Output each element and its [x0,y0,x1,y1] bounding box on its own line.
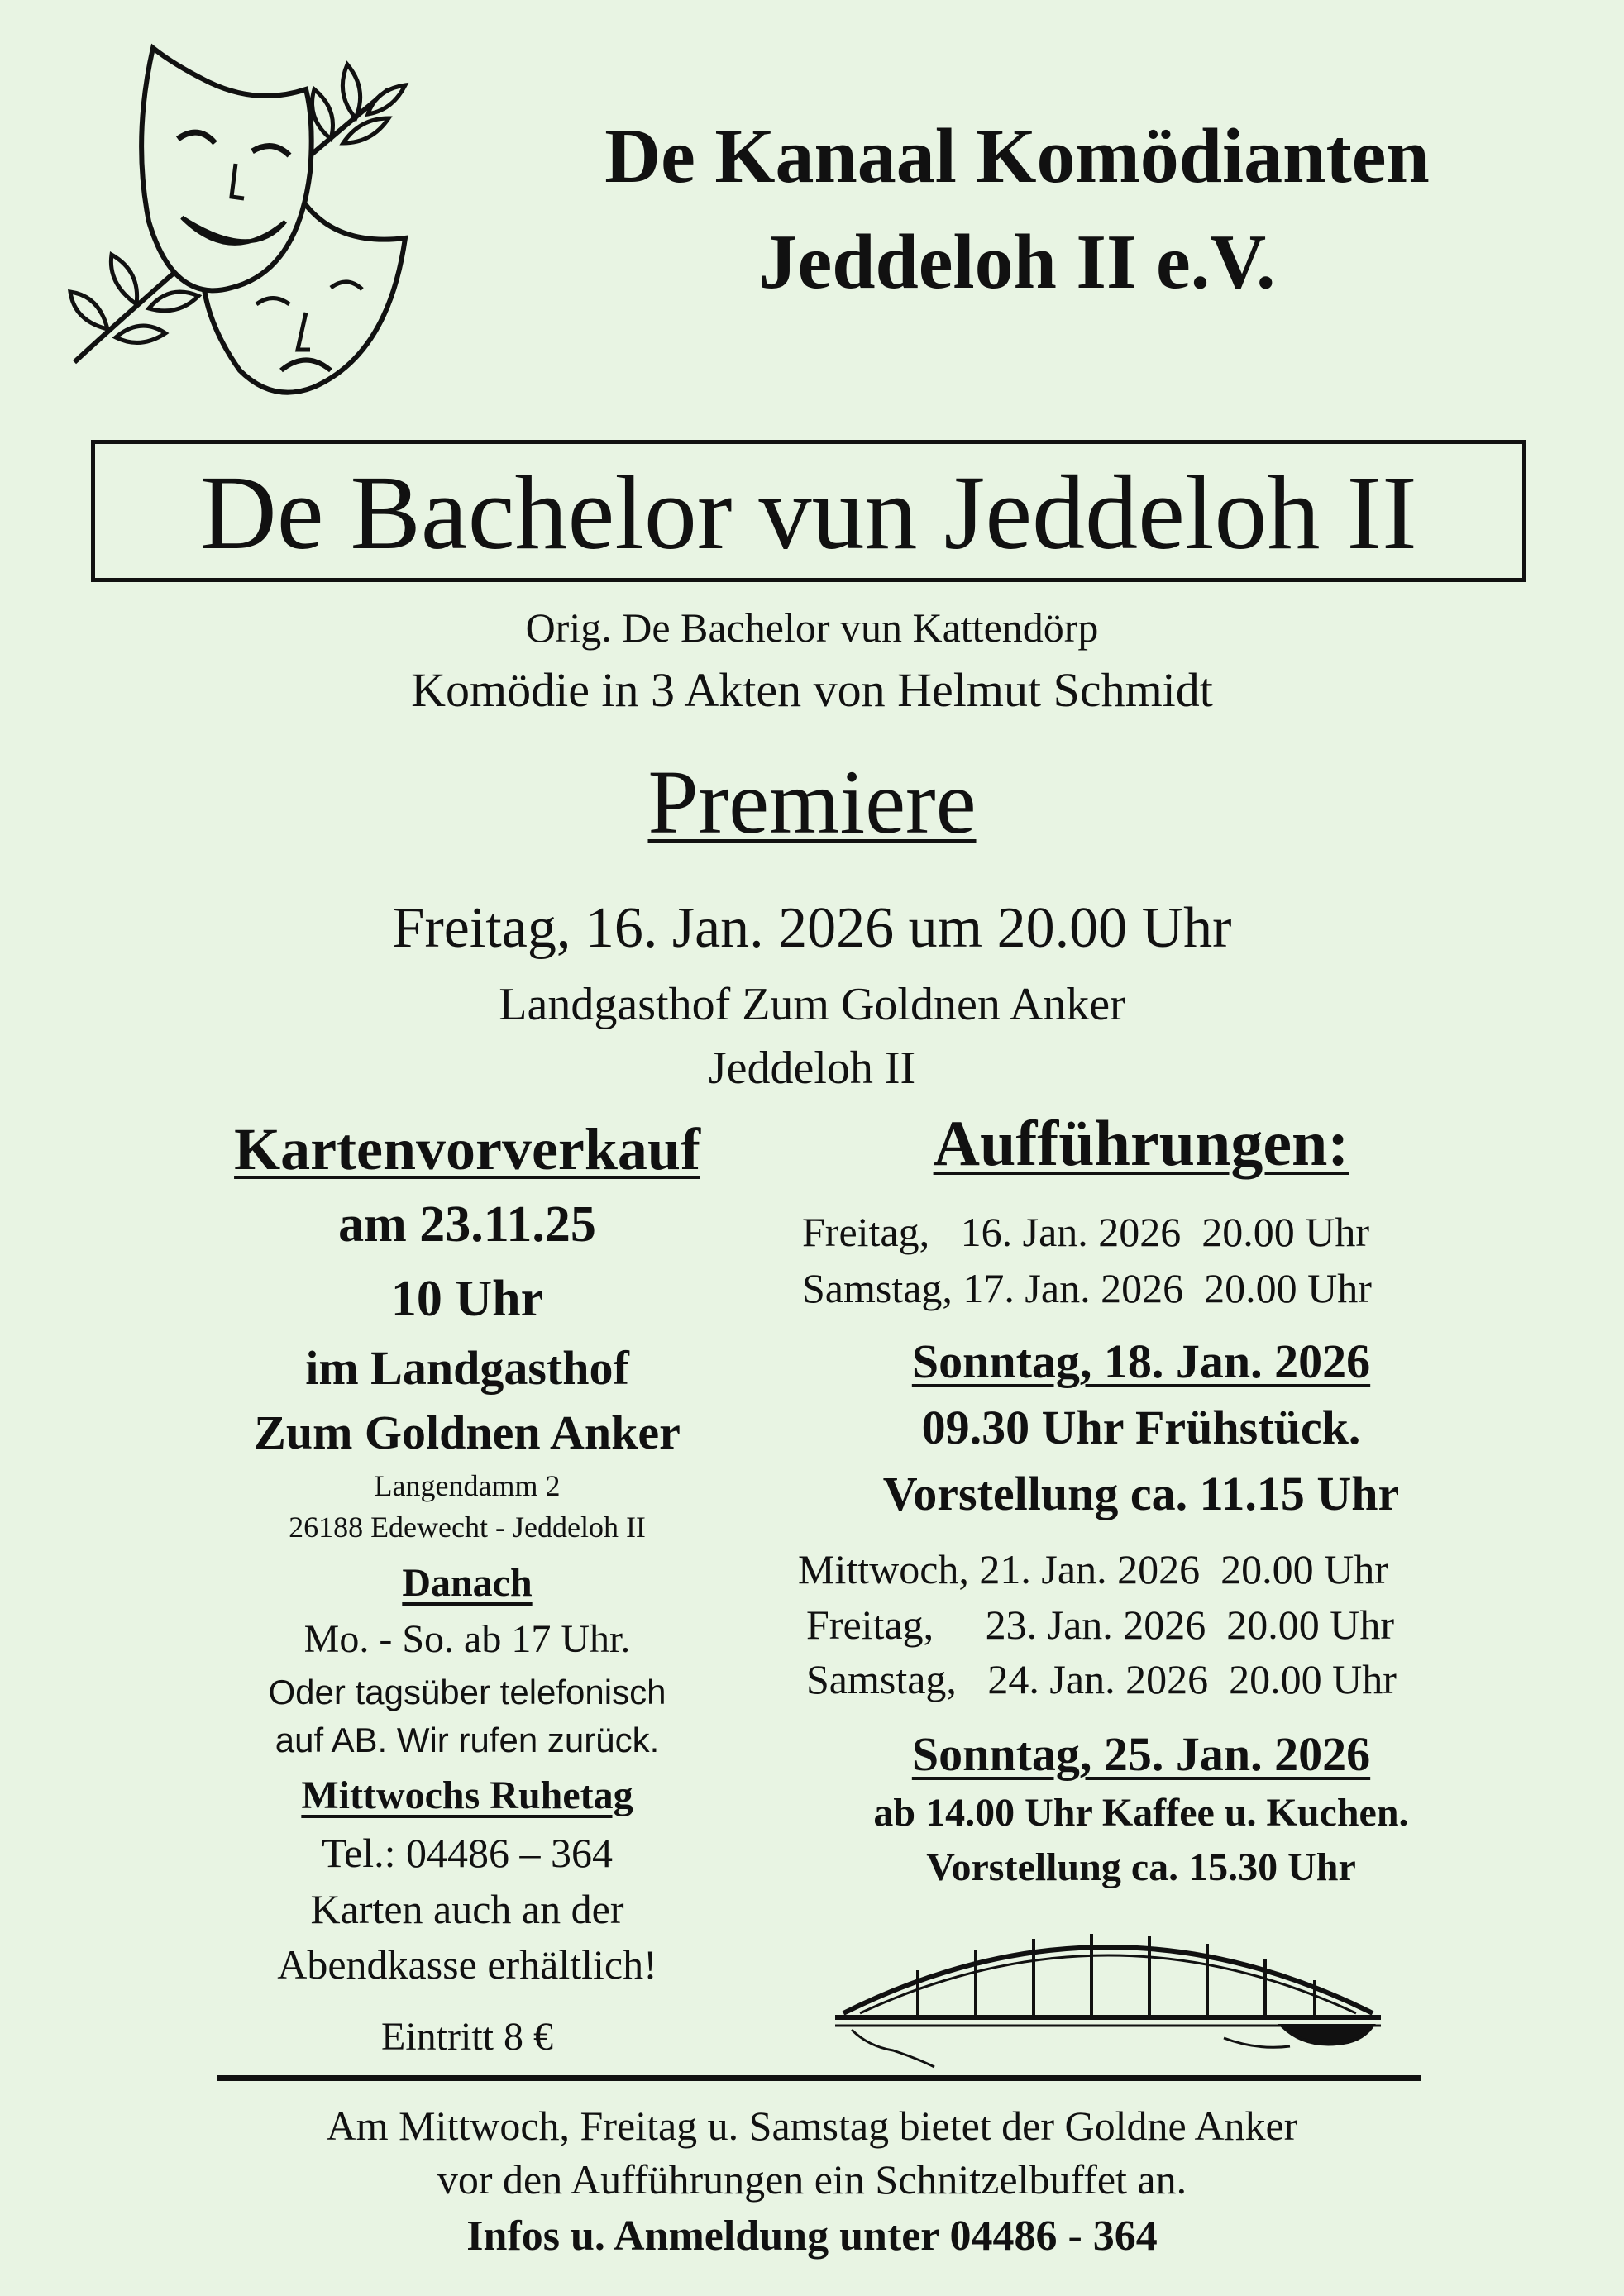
performances-heading: Aufführungen: [933,1107,1349,1179]
sunday-1-show: Vorstellung ca. 11.15 Uhr [882,1467,1400,1520]
performance-row: Freitag, 23. Jan. 2026 20.00 Uhr [806,1601,1395,1648]
sunday-2-date: Sonntag, 25. Jan. 2026 [911,1727,1371,1781]
footer-line2: vor den Aufführungen ein Schnitzelbuffet an. [437,2156,1187,2203]
divider [217,2075,1421,2081]
sunday-2-coffee: ab 14.00 Uhr Kaffee u. Kuchen. [873,1791,1409,1835]
footer-line1: Am Mittwoch, Freitag u. Samstag bietet der Goldne Anker [326,2103,1298,2149]
performance-row: Freitag, 16. Jan. 2026 20.00 Uhr [802,1209,1370,1255]
phone-number: Tel.: 04486 – 364 [321,1830,614,1876]
phone-note-line1: Oder tagsüber telefonisch [268,1673,666,1711]
venue-town: Jeddeloh II [708,1043,916,1094]
club-name-line2: Jeddeloh II e.V. [758,219,1276,305]
performance-row: Mittwoch, 21. Jan. 2026 20.00 Uhr [798,1546,1388,1592]
after-heading: Danach [402,1561,533,1605]
phone-note-line2: auf AB. Wir rufen zurück. [275,1721,660,1759]
premiere-date: Freitag, 16. Jan. 2026 um 20.00 Uhr [392,896,1232,960]
presale-heading: Kartenvorverkauf [234,1116,700,1182]
club-name-line1: De Kanaal Komödianten [604,113,1430,199]
address-town: 26188 Edewecht - Jeddeloh II [289,1511,646,1544]
presale-time: 10 Uhr [390,1271,544,1327]
club-name [463,103,1571,315]
sunday-2-show: Vorstellung ca. 15.30 Uhr [926,1845,1356,1889]
premiere-heading: Premiere [647,752,977,852]
genre-author: Komödie in 3 Akten von Helmut Schmidt [411,663,1213,717]
presale-place-line2: Zum Goldnen Anker [254,1406,681,1459]
presale-place-line1: im Landgasthof [305,1341,629,1395]
closed-day: Mittwochs Ruhetag [301,1773,633,1817]
boxoffice-line1: Karten auch an der [310,1886,624,1932]
boxoffice-line2: Abendkasse erhältlich! [277,1941,657,1988]
venue-name: Landgasthof Zum Goldnen Anker [499,979,1125,1030]
theater-masks-icon [58,40,471,403]
sunday-1-breakfast: 09.30 Uhr Frühstück. [921,1401,1361,1454]
performance-row: Samstag, 24. Jan. 2026 20.00 Uhr [806,1656,1397,1702]
after-hours: Mo. - So. ab 17 Uhr. [303,1617,631,1661]
sunday-1-date: Sonntag, 18. Jan. 2026 [911,1334,1371,1388]
bridge-icon [835,1914,1381,2071]
performance-row: Samstag, 17. Jan. 2026 20.00 Uhr [802,1265,1372,1311]
presale-date: am 23.11.25 [338,1196,596,1253]
footer-contact: Infos u. Anmeldung unter 04486 - 364 [466,2212,1158,2260]
admission-price: Eintritt 8 € [381,2015,553,2059]
address-street: Langendamm 2 [374,1469,561,1502]
play-title: De Bachelor vun Jeddeloh II [200,454,1417,571]
original-title: Orig. De Bachelor vun Kattendörp [525,604,1099,651]
